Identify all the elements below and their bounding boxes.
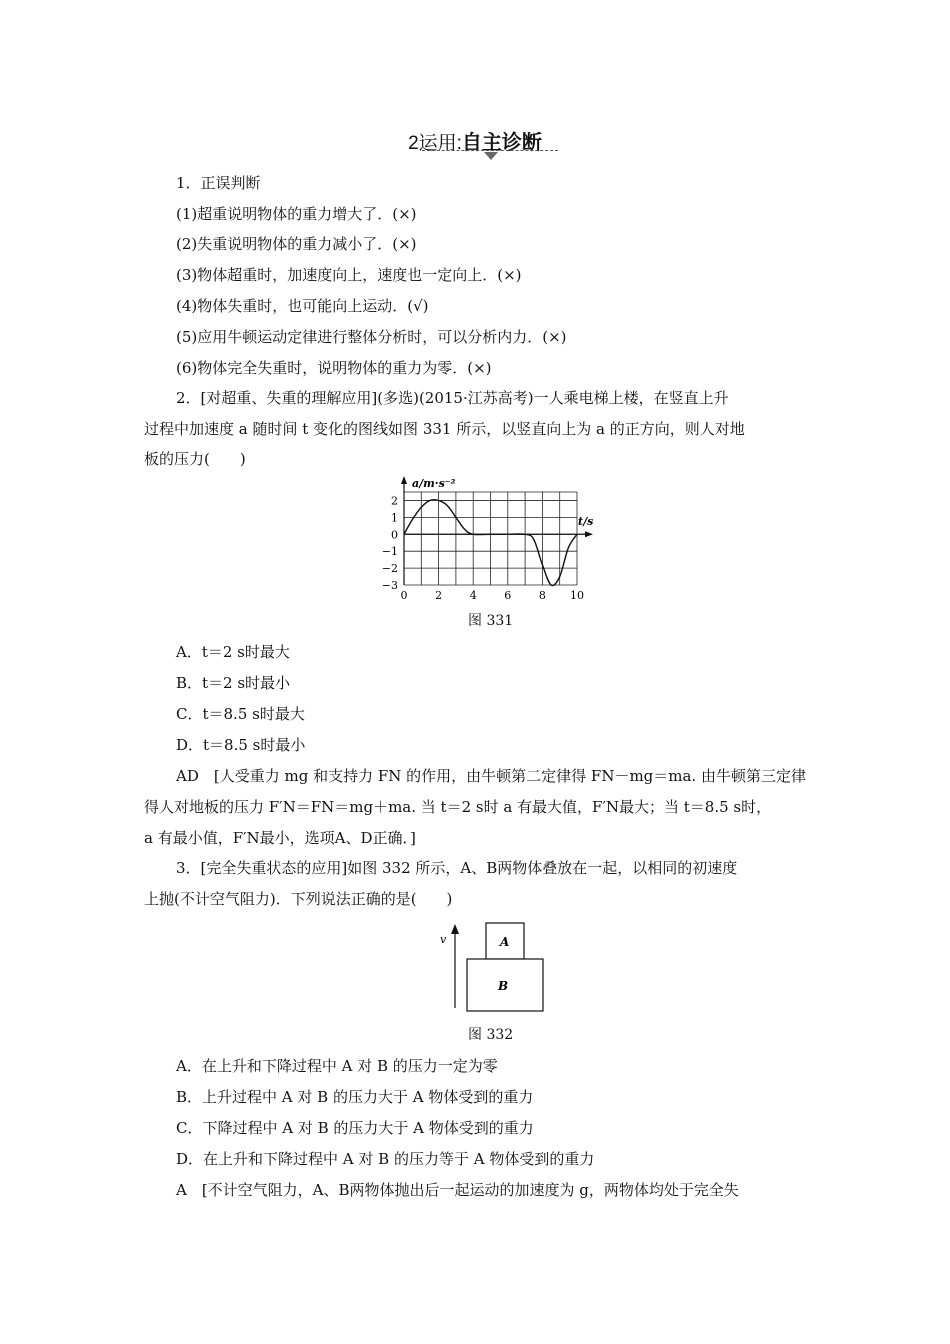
- q2-answer-line1: AD [人受重力 mg 和支持力 FN 的作用，由牛顿第二定律得 FN－mg＝ma. 由牛顿第三定律: [176, 767, 806, 785]
- y-tick-label: −1: [381, 545, 398, 559]
- x-tick-label: 0: [400, 589, 408, 602]
- velocity-label: v: [440, 933, 447, 946]
- q3-stem-line1: 3．[完全失重状态的应用]如图 332 所示，A、B两物体叠放在一起，以相同的初速度: [176, 859, 738, 877]
- q3-option-a: A．在上升和下降过程中 A 对 B 的压力一定为零: [176, 1057, 498, 1075]
- y-tick-label: −3: [381, 579, 398, 592]
- y-tick-label: 0: [391, 528, 398, 542]
- q3-option-b: B．上升过程中 A 对 B 的压力大于 A 物体受到的重力: [176, 1088, 534, 1106]
- chart-ylabel: a/m·s⁻²: [412, 477, 456, 490]
- q2-answer-line3: a 有最小值，F′N最小，选项A、D正确．]: [144, 829, 416, 847]
- x-tick-label: 8: [538, 589, 546, 602]
- q1-item: (5)应用牛顿运动定律进行整体分析时，可以分析内力．(×): [176, 328, 567, 346]
- q1-title: 1．正误判断: [176, 174, 261, 192]
- q1-item: (6)物体完全失重时，说明物体的重力为零．(×): [176, 359, 492, 377]
- stacked-blocks-figure: [430, 918, 560, 1018]
- header-prefix: 2运用:: [408, 133, 462, 154]
- x-axis-arrow-icon: [585, 531, 593, 537]
- q3-answer-line1: A [不计空气阻力，A、B两物体抛出后一起运动的加速度为 g，两物体均处于完全失: [176, 1181, 739, 1199]
- q3-option-d: D．在上升和下降过程中 A 对 B 的压力等于 A 物体受到的重力: [176, 1150, 595, 1168]
- q2-option-d: D．t＝8.5 s时最小: [176, 736, 306, 754]
- block-a-label: A: [500, 935, 510, 949]
- q1-item: (4)物体失重时，也可能向上运动．(√): [176, 297, 429, 315]
- figure-331-caption: 图 331: [468, 613, 514, 629]
- y-tick-label: 1: [391, 511, 398, 525]
- acceleration-time-chart: [360, 472, 620, 608]
- x-tick-label: 6: [504, 589, 512, 602]
- velocity-arrow-head-icon: [451, 924, 459, 934]
- q2-option-b: B．t＝2 s时最小: [176, 674, 291, 692]
- y-tick-label: 2: [391, 494, 398, 508]
- block-b-label: B: [498, 979, 509, 993]
- q2-option-c: C．t＝8.5 s时最大: [176, 705, 305, 723]
- q2-option-a: A．t＝2 s时最大: [176, 643, 290, 661]
- x-tick-label: 4: [469, 589, 477, 602]
- y-tick-label: −2: [381, 562, 398, 576]
- header-arrow-icon: [484, 152, 498, 160]
- header-underline: [422, 150, 558, 151]
- q3-option-c: C．下降过程中 A 对 B 的压力大于 A 物体受到的重力: [176, 1119, 534, 1137]
- q2-stem-line1: 2．[对超重、失重的理解应用](多选)(2015·江苏高考)一人乘电梯上楼，在竖直上升: [176, 389, 729, 407]
- y-axis-arrow-icon: [401, 476, 407, 484]
- q1-item: (1)超重说明物体的重力增大了．(×): [176, 205, 417, 223]
- x-tick-label: 2: [435, 589, 443, 602]
- x-tick-label: 10: [570, 589, 584, 602]
- q1-item: (2)失重说明物体的重力减小了．(×): [176, 235, 417, 253]
- q2-stem-line3: 板的压力( ): [144, 450, 246, 468]
- q2-stem-line2: 过程中加速度 a 随时间 t 变化的图线如图 331 所示，以竖直向上为 a 的正方向，则人对地: [144, 420, 745, 438]
- q1-item: (3)物体超重时，加速度向上，速度也一定向上．(×): [176, 266, 522, 284]
- figure-332-caption: 图 332: [468, 1027, 514, 1043]
- q3-stem-line2: 上抛(不计空气阻力)．下列说法正确的是( ): [144, 890, 453, 908]
- chart-xlabel: t/s: [578, 515, 594, 528]
- header-title: 自主诊断: [461, 132, 542, 154]
- chart-grid: [404, 492, 577, 585]
- q2-answer-line2: 得人对地板的压力 F′N＝FN＝mg＋ma. 当 t＝2 s时 a 有最大值，F′N最大；当 t＝8.5 s时，: [144, 798, 772, 816]
